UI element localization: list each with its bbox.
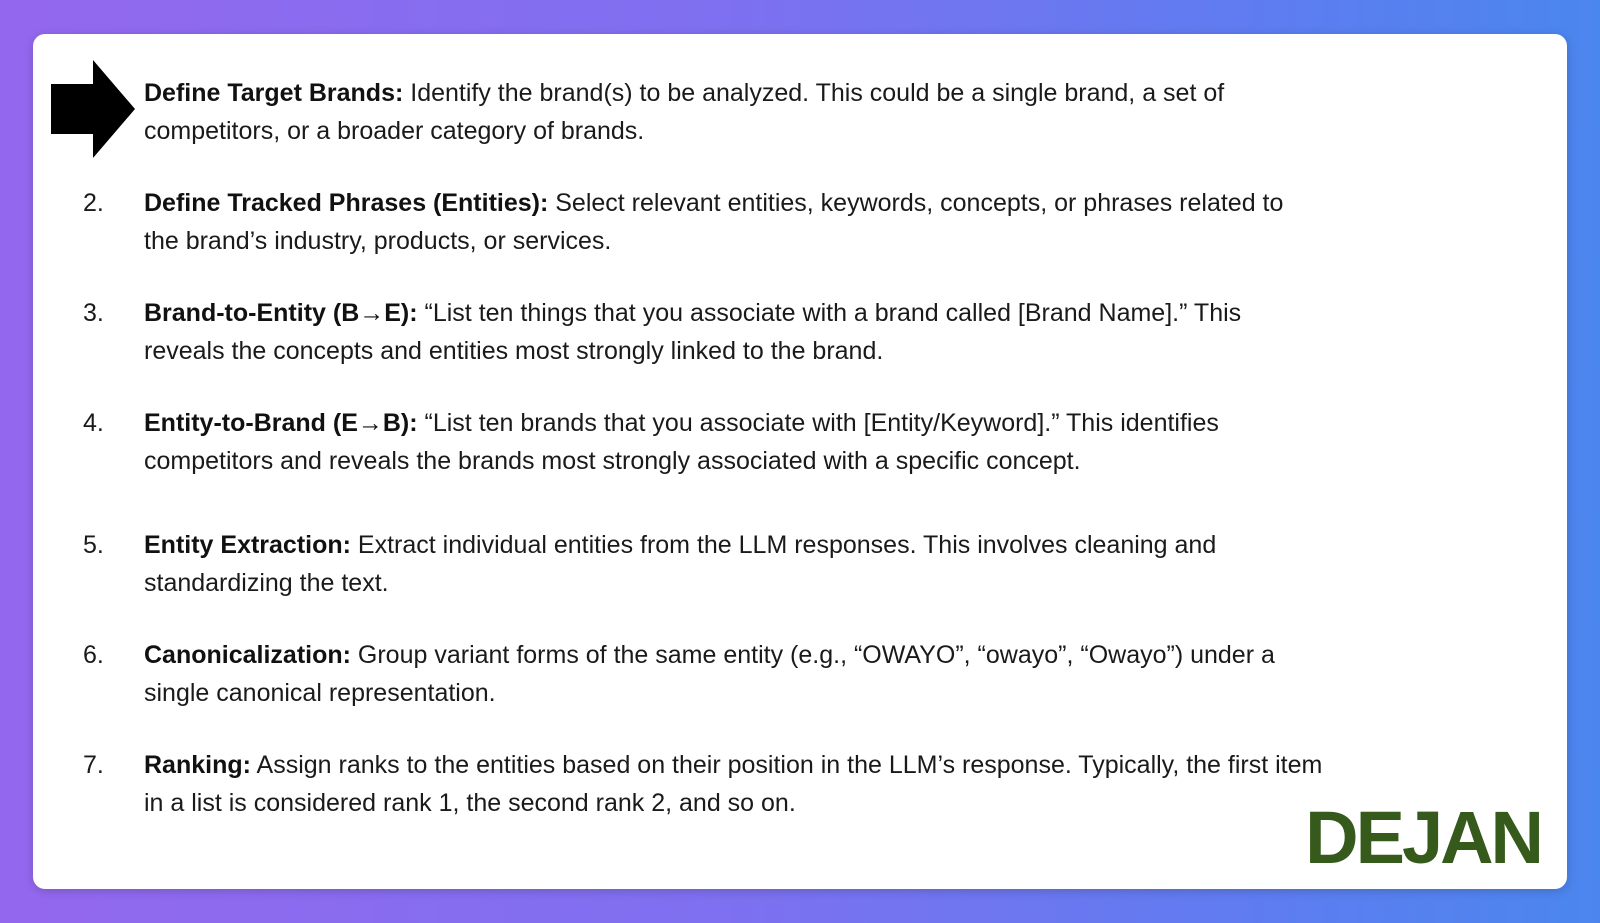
item-text [144, 294, 1324, 370]
item-text [144, 746, 1324, 822]
item-number: 3. [83, 299, 104, 327]
item-title: Entity Extraction: [144, 531, 351, 559]
item-text [144, 74, 1324, 150]
item-text [144, 184, 1324, 260]
item-body: “List ten things that you associate with a brand called [Brand Name].” This reveals the concepts and entities most strongly linked to the brand. [144, 299, 1242, 365]
item-body: “List ten brands that you associate with [Entity/Keyword].” This identifies competitors and reveals the brands most strongly associated with a specific concept. [144, 409, 1219, 475]
item-text [144, 636, 1324, 712]
item-title: Define Target Brands: [144, 79, 404, 107]
item-body: Group variant forms of the same entity (e.g., “OWAYO”, “owayo”, “Owayo”) under a single canonical representation. [144, 641, 1275, 707]
item-number: 2. [83, 189, 104, 217]
item-body: Select relevant entities, keywords, concepts, or phrases related to the brand’s industry, products, or services. [144, 189, 1284, 255]
item-title: Canonicalization: [144, 641, 351, 669]
dejan-logo: DEJAN [1305, 796, 1541, 879]
item-title: Define Tracked Phrases (Entities): [144, 189, 549, 217]
item-number: 4. [83, 409, 104, 437]
item-text [144, 526, 1324, 602]
item-number: 6. [83, 641, 104, 669]
slide-card [33, 34, 1567, 889]
item-title: Brand-to-Entity (B→E): [144, 299, 418, 327]
item-number: 7. [83, 751, 104, 779]
item-number: 5. [83, 531, 104, 559]
item-body: Identify the brand(s) to be analyzed. This could be a single brand, a set of competitors, or a broader category of brands. [144, 79, 1225, 145]
item-body: Assign ranks to the entities based on their position in the LLM’s response. Typically, the first item in a list is considered rank 1, the second rank 2, and so on. [144, 751, 1323, 817]
item-title: Entity-to-Brand (E→B): [144, 409, 418, 437]
item-body: Extract individual entities from the LLM responses. This involves cleaning and standardizing the text. [144, 531, 1217, 597]
item-title: Ranking: [144, 751, 251, 779]
right-arrow-icon [51, 60, 137, 158]
item-text [144, 404, 1324, 480]
